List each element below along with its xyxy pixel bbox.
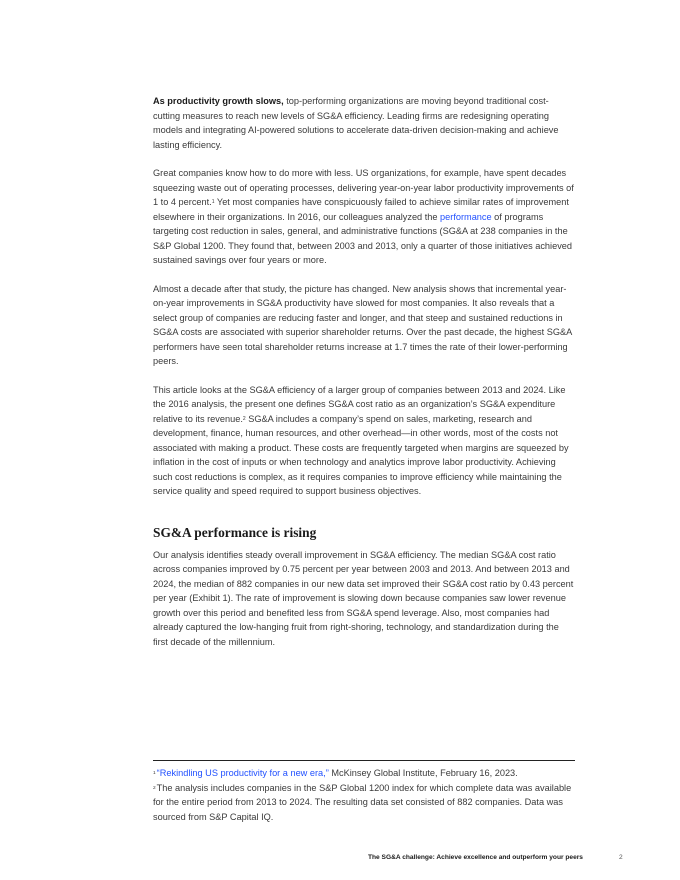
intro-paragraph — [153, 94, 575, 152]
footnotes — [153, 766, 575, 824]
paragraph-2-text-a: Great companies know how to do more with less. US organizations, for example, have spent decades squeezing waste out of operating processes, delivering year-on-year labor productivity improvements of 1 to 4 percent. — [153, 168, 574, 207]
section-heading: SG&A performance is rising — [153, 524, 317, 540]
paragraph-4-text-b: SG&A includes a company’s spend on sales, marketing, research and development, finance, human resources, and other overhead—in other words, most of the costs not associated with making a product. These costs are frequently targeted when margins are squeezed by inflation in the cost of inputs or when technology and analytics improve labor productivity. Achieving such cost reductions is complex, as it requires companies to improve efficiency while maintaining the service quality and speed required to support business objectives. — [153, 413, 569, 496]
footnote-ref-2[interactable]: 2 — [242, 415, 246, 422]
footnote-divider — [153, 760, 575, 761]
article-body — [153, 94, 575, 663]
page-number: 2 — [619, 854, 623, 861]
section-paragraph: Our analysis identifies steady overall improvement in SG&A efficiency. The median SG&A cost ratio across companies improved by 0.75 percent per year between 2003 and 2013. And between 2013 and 2024, the median of 882 companies in our new data set improved their SG&A cost ratio by 0.43 percent per year (Exhibit 1). The rate of improvement is slowing down because companies saw lower revenue growth over this period and benefited less from SG&A spend leverage. Also, most companies had already captured the low-hanging fruit from right-shoring, technology, and standardization during the first decade of the millennium. — [153, 549, 574, 647]
footer-title: The SG&A challenge: Achieve excellence and outperform your peers — [368, 854, 583, 861]
footnote-1-text: McKinsey Global Institute, February 16, 2023. — [328, 768, 518, 778]
footnote-2-text: The analysis includes companies in the S&P Global 1200 index for which complete data was available for the entire period from 2013 to 2024. The resulting data set consisted of 882 companies. Data was sourced from S&P Capital IQ. — [153, 782, 572, 822]
footnote-1-link[interactable]: “Rekindling US productivity for a new era,” — [156, 768, 329, 778]
paragraph-2-text-b: Yet most companies have conspicuously failed to achieve similar rates of improvement elsewhere in their organizations. In 2016, our colleagues analyzed the — [153, 197, 569, 222]
footnote-1-number: 1 — [153, 771, 156, 776]
footnote-2-number: 2 — [153, 785, 156, 791]
paragraph-4-text-a: This article looks at the SG&A efficiency of a larger group of companies between 2013 and 2024. Like the 2016 analysis, the present one defines SG&A cost ratio as an organization’s SG&A expenditure relative to its revenue. — [153, 384, 566, 424]
footnote-ref-1[interactable]: 1 — [211, 199, 215, 205]
paragraph-2-text-c: of programs targeting cost reduction in sales, general, and administrative functions (SG&A at 238 companies in the S&P Global 1200. They found that, between 2003 and 2013, only a quarter of those initiatives achieved sustained savings over four years or more. — [153, 211, 573, 265]
intro-text: top-performing organizations are moving beyond traditional cost-cutting measures to reach new levels of SG&A efficiency. Leading firms are redesigning operating models and integrating AI-powered solutions to accelerate data-driven decision-making and achieve lasting efficiency. — [153, 96, 559, 150]
paragraph-4 — [153, 383, 575, 499]
paragraph-3: Almost a decade after that study, the picture has changed. New analysis shows that incremental year-on-year improvements in SG&A productivity have slowed for most companies. It also reveals that a select group of companies are reducing faster and longer, and that steep and sustained reductions in SG&A costs are associated with superior shareholder returns. Over the past decade, the highest SG&A performers have seen total shareholder returns increase at 1.7 times the rate of their lower-performing peers. — [153, 283, 572, 366]
intro-lead: As productivity growth slows, — [153, 96, 284, 106]
footnote-1 — [153, 766, 575, 781]
performance-link[interactable]: performance — [440, 211, 492, 222]
footnote-2 — [153, 781, 575, 825]
paragraph-2 — [153, 166, 575, 268]
